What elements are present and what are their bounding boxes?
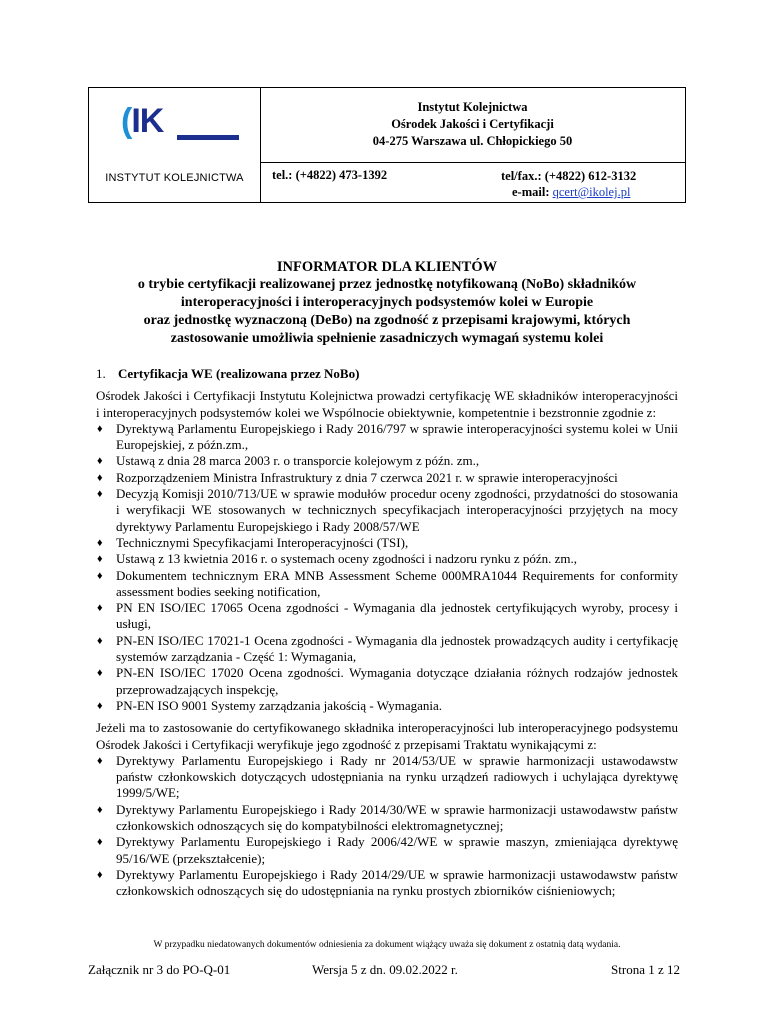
telfax-number: tel/fax.: (+4822) 612-3132 [501, 169, 637, 183]
section-title: Certyfikacja WE (realizowana przez NoBo) [118, 366, 360, 381]
section-1 [96, 366, 678, 900]
directive-list [96, 753, 678, 900]
list-item: ♦ Decyzją Komisji 2010/713/UE w sprawie modułów procedur oceny zgodności, przydatności do stosowania i weryfikacji WE stosowanych w technicznych specyfikacjach interoperacyjności przyjętych na mocy dyrektywy Parlamentu Europejskiego i Rady 2008/57/WE [96, 486, 678, 535]
title-line: oraz jednostkę wyznaczoną (DeBo) na zgodność z przepisami krajowymi, których [143, 313, 631, 328]
list-item: ♦ Dyrektywy Parlamentu Europejskiego i Rady nr 2014/53/UE w sprawie harmonizacji ustawodawstw państw członkowskich dotyczących udostępniania na rynku urządzeń radiowych i uchylająca dyrektywę 1999/5/WE; [96, 753, 678, 802]
footer-attachment: Załącznik nr 3 do PO-Q-01 [88, 962, 231, 977]
email-label: e-mail: [512, 185, 550, 199]
address-line: 04-275 Warszawa ul. Chłopickiego 50 [372, 134, 573, 148]
list-item: ♦ Dyrektywą Parlamentu Europejskiego i Rady 2016/797 w sprawie interoperacyjności systemu kolei w Unii Europejskiej, z późn.zm., [96, 421, 678, 454]
footer-page-number: Strona 1 z 12 [611, 962, 680, 977]
list-item: ♦ PN-EN ISO/IEC 17020 Ocena zgodności. Wymagania dotyczące działania różnych rodzajów jednostek przeprowadzających inspekcję, [96, 665, 678, 698]
table-divider-horizontal [260, 162, 685, 163]
document-title [88, 258, 686, 348]
telfax-block [501, 168, 636, 200]
list-item: ♦ PN EN ISO/IEC 17065 Ocena zgodności - Wymagania dla jednostek certyfikujących wyroby, procesy i usługi, [96, 600, 678, 633]
list-item: ♦ PN-EN ISO 9001 Systemy zarządzania jakością - Wymagania. [96, 698, 678, 714]
title-main: INFORMATOR DLA KLIENTÓW [276, 259, 498, 275]
institute-label: INSTYTUT KOLEJNICTWA [105, 172, 244, 184]
title-line: o trybie certyfikacji realizowanej przez jednostkę notyfikowaną (NoBo) składników [137, 277, 637, 292]
section-heading [96, 366, 678, 382]
letterhead-table [88, 87, 686, 203]
list-item: ♦ Technicznymi Specyfikacjami Interoperacyjności (TSI), [96, 535, 678, 551]
regulation-list [96, 421, 678, 714]
section-number: 1. [96, 366, 106, 381]
title-line: zastosowanie umożliwia spełnienie zasadniczych wymagań systemu kolei [170, 331, 604, 346]
address-line: Instytut Kolejnictwa [417, 100, 528, 114]
list-item: ♦ Dyrektywy Parlamentu Europejskiego i Rady 2006/42/WE w sprawie maszyn, zmieniająca dyrektywę 95/16/WE (przekształcenie); [96, 834, 678, 867]
institute-logo [113, 100, 241, 144]
list-item: ♦ Dyrektywy Parlamentu Europejskiego i Rady 2014/29/UE w sprawie harmonizacji ustawodawstw państw członkowskich odnoszących się do udostępniania na rynku prostych zbiorników ciśnieniowych; [96, 867, 678, 900]
telephone: tel.: (+4822) 473-1392 [272, 168, 388, 182]
logo-text: IK [131, 102, 164, 140]
list-item: ♦ PN-EN ISO/IEC 17021-1 Ocena zgodności - Wymagania dla jednostek prowadzących audity i certyfikację systemów zarządzania - Część 1: Wymagania, [96, 633, 678, 666]
intro-paragraph: Ośrodek Jakości i Certyfikacji Instytutu Kolejnictwa prowadzi certyfikację WE składników interoperacyjności i interoperacyjnych podsystemów kolei we Wspólnocie obiektywnie, kompetentnie i bezstronnie zgodnie z: [96, 388, 678, 420]
list-item: ♦ Rozporządzeniem Ministra Infrastruktury z dnia 7 czerwca 2021 r. w sprawie interoperacyjności [96, 470, 678, 486]
treaty-paragraph: Jeżeli ma to zastosowanie do certyfikowanego składnika interoperacyjności lub interoperacyjnego podsystemu Ośrodek Jakości i Certyfikacji weryfikuje jego zgodność z przepisami Traktatu wynikającymi z: [96, 720, 678, 752]
footer-version: Wersja 5 z dn. 09.02.2022 r. [312, 962, 458, 977]
list-item: ♦ Dokumentem technicznym ERA MNB Assessment Scheme 000MRA1044 Requirements for conformity assessment bodies seeking notification, [96, 568, 678, 601]
list-item: ♦ Dyrektywy Parlamentu Europejskiego i Rady 2014/30/WE w sprawie harmonizacji ustawodawstw państw członkowskich odnoszących się do kompatybilności elektromagnetycznej; [96, 802, 678, 835]
logo-c-mark: ( [121, 102, 132, 140]
logo-underline [177, 135, 239, 140]
address-block [260, 99, 685, 150]
list-item: ♦ Ustawą z 13 kwietnia 2016 r. o systemach oceny zgodności i nadzoru rynku z późn. zm., [96, 551, 678, 567]
footnote: W przypadku niedatowanych dokumentów odniesienia za dokument wiążący uważa się dokument z ostatnią datą wydania. [153, 940, 621, 950]
email-link[interactable]: qcert@ikolej.pl [552, 185, 631, 199]
title-line: interoperacyjności i interoperacyjnych podsystemów kolei w Europie [180, 295, 594, 310]
list-item: ♦ Ustawą z dnia 28 marca 2003 r. o transporcie kolejowym z późn. zm., [96, 453, 678, 469]
address-line: Ośrodek Jakości i Certyfikacji [391, 117, 554, 131]
